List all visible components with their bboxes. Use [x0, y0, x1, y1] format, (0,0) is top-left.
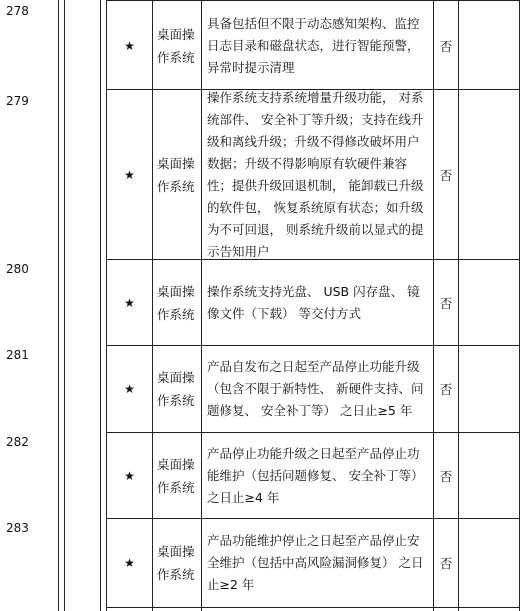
category-cell: 桌面操作系统 — [157, 370, 195, 408]
mandatory-cell: 否 — [439, 38, 453, 54]
row-number: 281 — [6, 348, 29, 362]
column-divider — [100, 0, 101, 611]
mandatory-cell: 否 — [439, 382, 453, 397]
column-divider — [64, 0, 65, 611]
column-divider — [458, 0, 459, 611]
row-divider — [106, 607, 520, 608]
mandatory-cell: 否 — [439, 468, 453, 484]
description-cell: 产品功能维护停止之日起至产品停止安全维护（包括中高风险漏洞修复） 之日止≥2 年 — [207, 533, 424, 592]
column-divider — [58, 0, 59, 611]
star-icon: ★ — [124, 167, 135, 182]
row-number: 278 — [6, 4, 29, 18]
description-cell: 操作系统支持系统增量升级功能， 对系统部件、 安全补丁等升级；支持在线升级和离线升级；升级不得修改破坏用户数据；升级不得影响原有软硬件兼容性；提供升级回退机制， 能卸载已升级的软件包， 恢复系统原有状态；如升级为不可回退， 则系统升级前以显式的提示告知用户 — [207, 89, 424, 259]
category-cell: 桌面操作系统 — [157, 283, 195, 322]
description-cell: 产品停止功能升级之日起至产品停止功能维护（包括问题修复、 安全补丁等）之日止≥4 年 — [207, 445, 424, 505]
star-icon: ★ — [124, 382, 135, 396]
description-cell: 产品自发布之日起至产品停止功能升级（包含不限于新特性、 新硬件支持、问题修复、 安全补丁等） 之日止≥5 年 — [207, 359, 424, 418]
column-divider — [519, 0, 520, 611]
row-divider — [106, 0, 520, 1]
row-number: 282 — [6, 435, 29, 449]
star-icon: ★ — [124, 468, 135, 483]
star-icon: ★ — [124, 556, 135, 570]
mandatory-cell: 否 — [439, 295, 453, 311]
star-icon: ★ — [124, 38, 135, 53]
row-number: 283 — [6, 521, 29, 535]
category-cell: 桌面操作系统 — [157, 456, 195, 495]
row-number: 280 — [6, 262, 29, 276]
row-number: 279 — [6, 94, 29, 108]
description-cell: 操作系统支持光盘、 USB 闪存盘、 镜像文件（下载） 等交付方式 — [207, 283, 420, 321]
category-cell: 桌面操作系统 — [157, 155, 195, 194]
description-cell: 具备包括但不限于动态感知架构、监控日志目录和磁盘状态，进行智能预警，异常时提示清理 — [207, 15, 420, 75]
mandatory-cell: 否 — [439, 167, 453, 183]
category-cell: 桌面操作系统 — [157, 26, 195, 65]
category-cell: 桌面操作系统 — [157, 544, 195, 582]
mandatory-cell: 否 — [439, 556, 453, 571]
star-icon: ★ — [124, 295, 135, 310]
